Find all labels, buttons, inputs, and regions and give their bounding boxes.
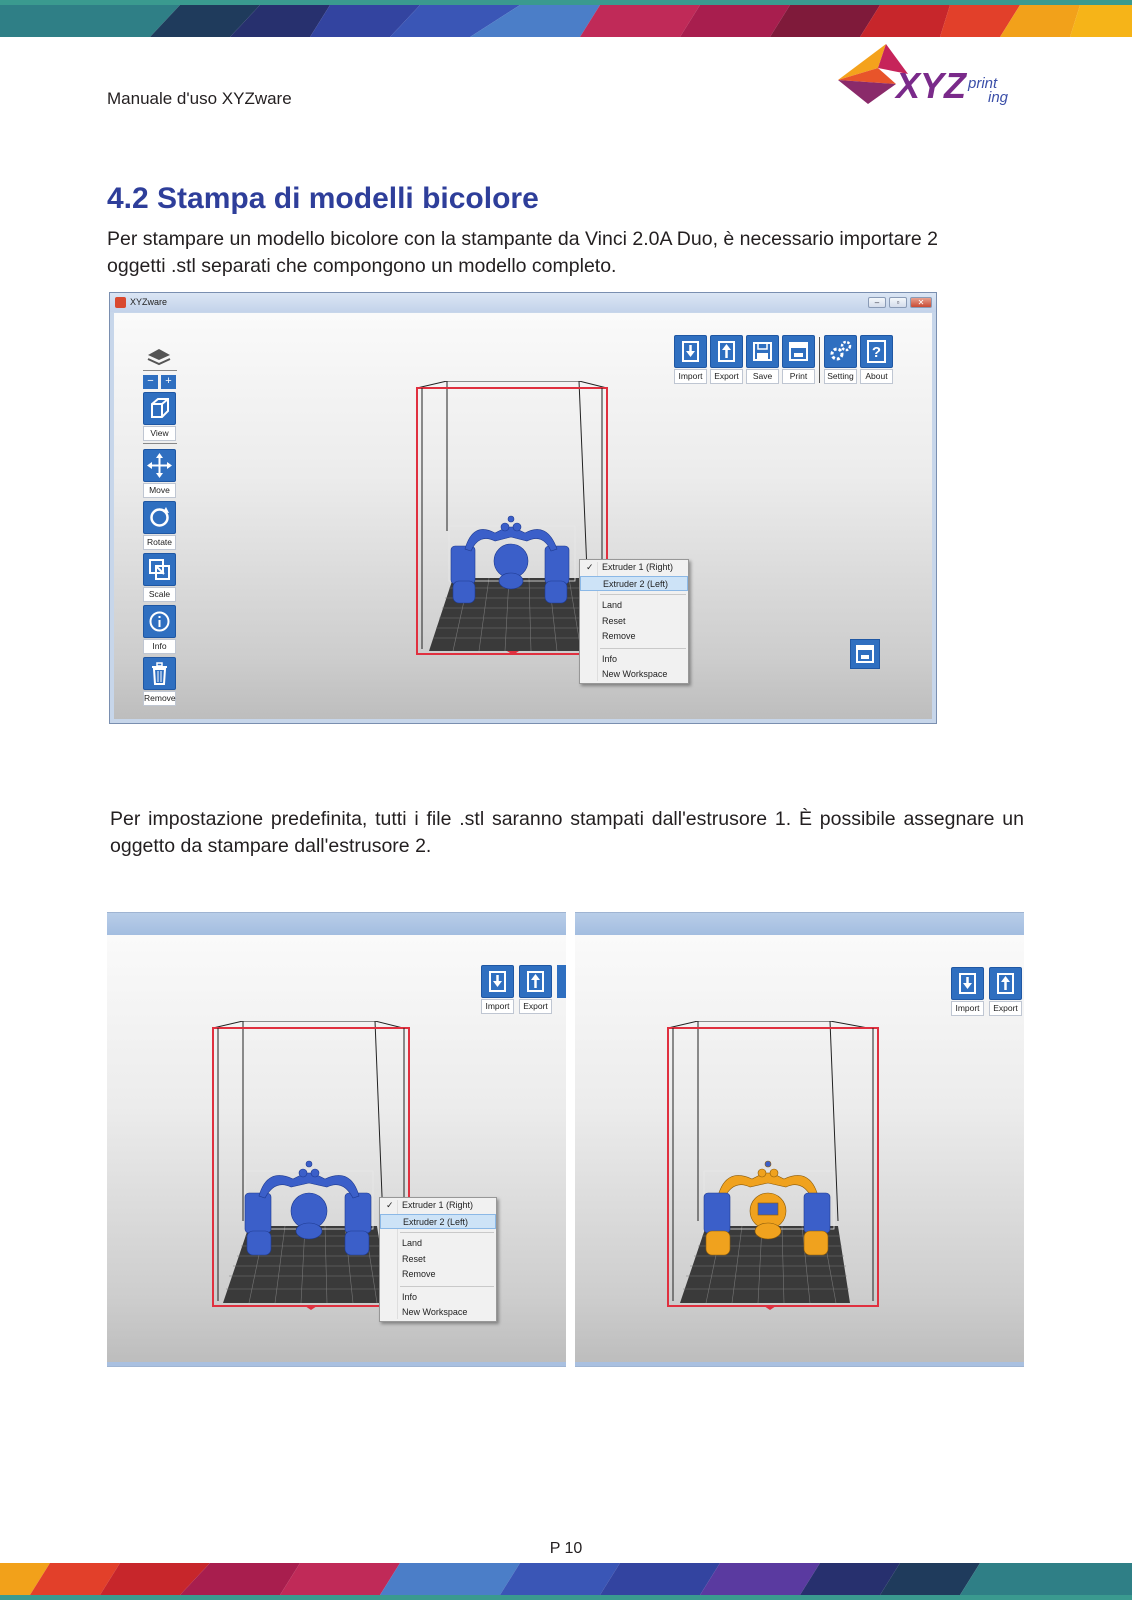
close-button[interactable]: ✕ [910, 297, 932, 308]
menu-item-extruder-2[interactable]: Extruder 2 (Left) [580, 576, 688, 592]
print-button[interactable] [782, 335, 815, 384]
question-icon [860, 335, 893, 368]
menu-item-remove[interactable]: Remove [602, 631, 636, 641]
print-label: Print [782, 369, 815, 384]
move-label: Move [143, 483, 176, 498]
svg-text:XYZ: XYZ [896, 65, 967, 106]
rotate-icon [143, 501, 176, 534]
export-button[interactable] [519, 965, 552, 1014]
quick-print-button[interactable] [850, 639, 880, 669]
import-icon [951, 967, 984, 1000]
export-label: Export [710, 369, 743, 384]
document-header-title: Manuale d'uso XYZware [107, 89, 292, 108]
extruder-context-menu [579, 559, 689, 684]
save-button[interactable] [746, 335, 779, 384]
window-title: XYZware [130, 297, 168, 307]
setting-button[interactable] [824, 335, 857, 384]
scale-button[interactable] [143, 553, 176, 602]
remove-button[interactable] [143, 657, 176, 706]
menu-item-extruder-1[interactable]: ✓ Extruder 1 (Right) [380, 1198, 496, 1214]
3d-viewport[interactable] [114, 313, 932, 719]
page-number: P 10 [549, 1540, 583, 1557]
trash-icon [143, 657, 176, 690]
layers-icon[interactable] [146, 347, 172, 372]
maximize-button[interactable]: ▫ [889, 297, 907, 308]
menu-separator [600, 648, 686, 649]
export-icon [710, 335, 743, 368]
menu-item-remove[interactable]: Remove [402, 1269, 436, 1279]
menu-separator [400, 1286, 494, 1287]
bottom-decorative-strip [0, 1563, 1132, 1600]
minimize-button[interactable]: – [868, 297, 886, 308]
toolbar-divider [819, 337, 820, 383]
menu-item-info[interactable]: Info [402, 1291, 418, 1302]
export-icon [989, 967, 1022, 1000]
remove-label: Remove [143, 691, 176, 706]
menu-item-info[interactable]: Info [602, 653, 618, 664]
save-icon [746, 335, 779, 368]
rotate-button[interactable] [143, 501, 176, 550]
top-decorative-strip [0, 0, 1132, 37]
xyzprinting-logo [838, 44, 1028, 110]
view-label: View [143, 426, 176, 441]
export-button[interactable] [989, 967, 1022, 1016]
about-button[interactable] [860, 335, 893, 384]
import-button[interactable] [674, 335, 707, 384]
info-label: Info [143, 639, 176, 654]
menu-separator [400, 1232, 494, 1233]
import-button[interactable] [951, 967, 984, 1016]
menu-item-new-workspace[interactable]: New Workspace [402, 1307, 468, 1317]
menu-separator [600, 594, 686, 595]
menu-item-new-workspace[interactable]: New Workspace [602, 669, 668, 679]
menu-item-land[interactable]: Land [402, 1238, 423, 1248]
import-icon [481, 965, 514, 998]
print-icon [782, 335, 815, 368]
menu-item-reset[interactable]: Reset [602, 615, 626, 626]
menu-item-land[interactable]: Land [602, 600, 623, 610]
extruder-context-menu [379, 1197, 497, 1322]
import-label: Import [481, 999, 514, 1014]
setting-label: Setting [824, 369, 857, 384]
note-paragraph: Per impostazione predefinita, tutti i file .stl saranno stampati dall'estrusore 1. È possibile assegnare un oggetto da stampare dall'estrusore 2. [110, 808, 1024, 857]
export-label: Export [519, 999, 552, 1014]
save-button-partial[interactable] [557, 965, 566, 998]
svg-text:?: ? [871, 344, 882, 361]
export-label: Export [989, 1001, 1022, 1016]
menu-item-extruder-2[interactable]: Extruder 2 (Left) [380, 1214, 496, 1230]
zoom-in-button[interactable]: + [161, 375, 176, 389]
move-button[interactable] [143, 449, 176, 498]
window-bottom-bar [107, 1362, 566, 1366]
3d-viewport[interactable] [575, 935, 1024, 1362]
info-icon [143, 605, 176, 638]
import-icon [674, 335, 707, 368]
xyzware-window-screenshot [109, 292, 937, 724]
svg-text:print: print [968, 75, 998, 92]
move-arrows-icon [143, 449, 176, 482]
print-icon [851, 640, 879, 668]
cube-icon [143, 392, 176, 425]
export-button[interactable] [710, 335, 743, 384]
menu-item-reset[interactable]: Reset [402, 1253, 426, 1264]
window-header-bar [107, 913, 566, 935]
check-icon: ✓ [386, 1200, 394, 1210]
window-titlebar [110, 293, 936, 312]
export-icon [519, 965, 552, 998]
view-button[interactable] [143, 392, 176, 441]
intro-paragraph: Per stampare un modello bicolore con la stampante da Vinci 2.0A Duo, è necessario importare 2 oggetti .stl separati che compongono un modello completo. [107, 228, 939, 277]
screenshot-after [575, 912, 1024, 1367]
scale-icon [143, 553, 176, 586]
import-label: Import [951, 1001, 984, 1016]
svg-text:ing: ing [988, 89, 1009, 106]
save-label: Save [746, 369, 779, 384]
section-heading: 4.2 Stampa di modelli bicolore [107, 182, 539, 215]
gear-icon [824, 335, 857, 368]
zoom-out-button[interactable]: − [143, 375, 158, 389]
rotate-label: Rotate [143, 535, 176, 550]
build-volume-scene [660, 1021, 880, 1326]
screenshot-before [107, 912, 566, 1367]
about-label: About [860, 369, 893, 384]
info-button[interactable] [143, 605, 176, 654]
scale-label: Scale [143, 587, 176, 602]
window-header-bar [575, 913, 1024, 935]
app-icon [115, 297, 126, 308]
import-label: Import [674, 369, 707, 384]
3d-viewport[interactable] [107, 935, 566, 1362]
menu-item-extruder-1[interactable]: ✓ Extruder 1 (Right) [580, 560, 688, 576]
import-button[interactable] [481, 965, 514, 1014]
check-icon: ✓ [586, 562, 594, 572]
window-bottom-bar [575, 1362, 1024, 1366]
